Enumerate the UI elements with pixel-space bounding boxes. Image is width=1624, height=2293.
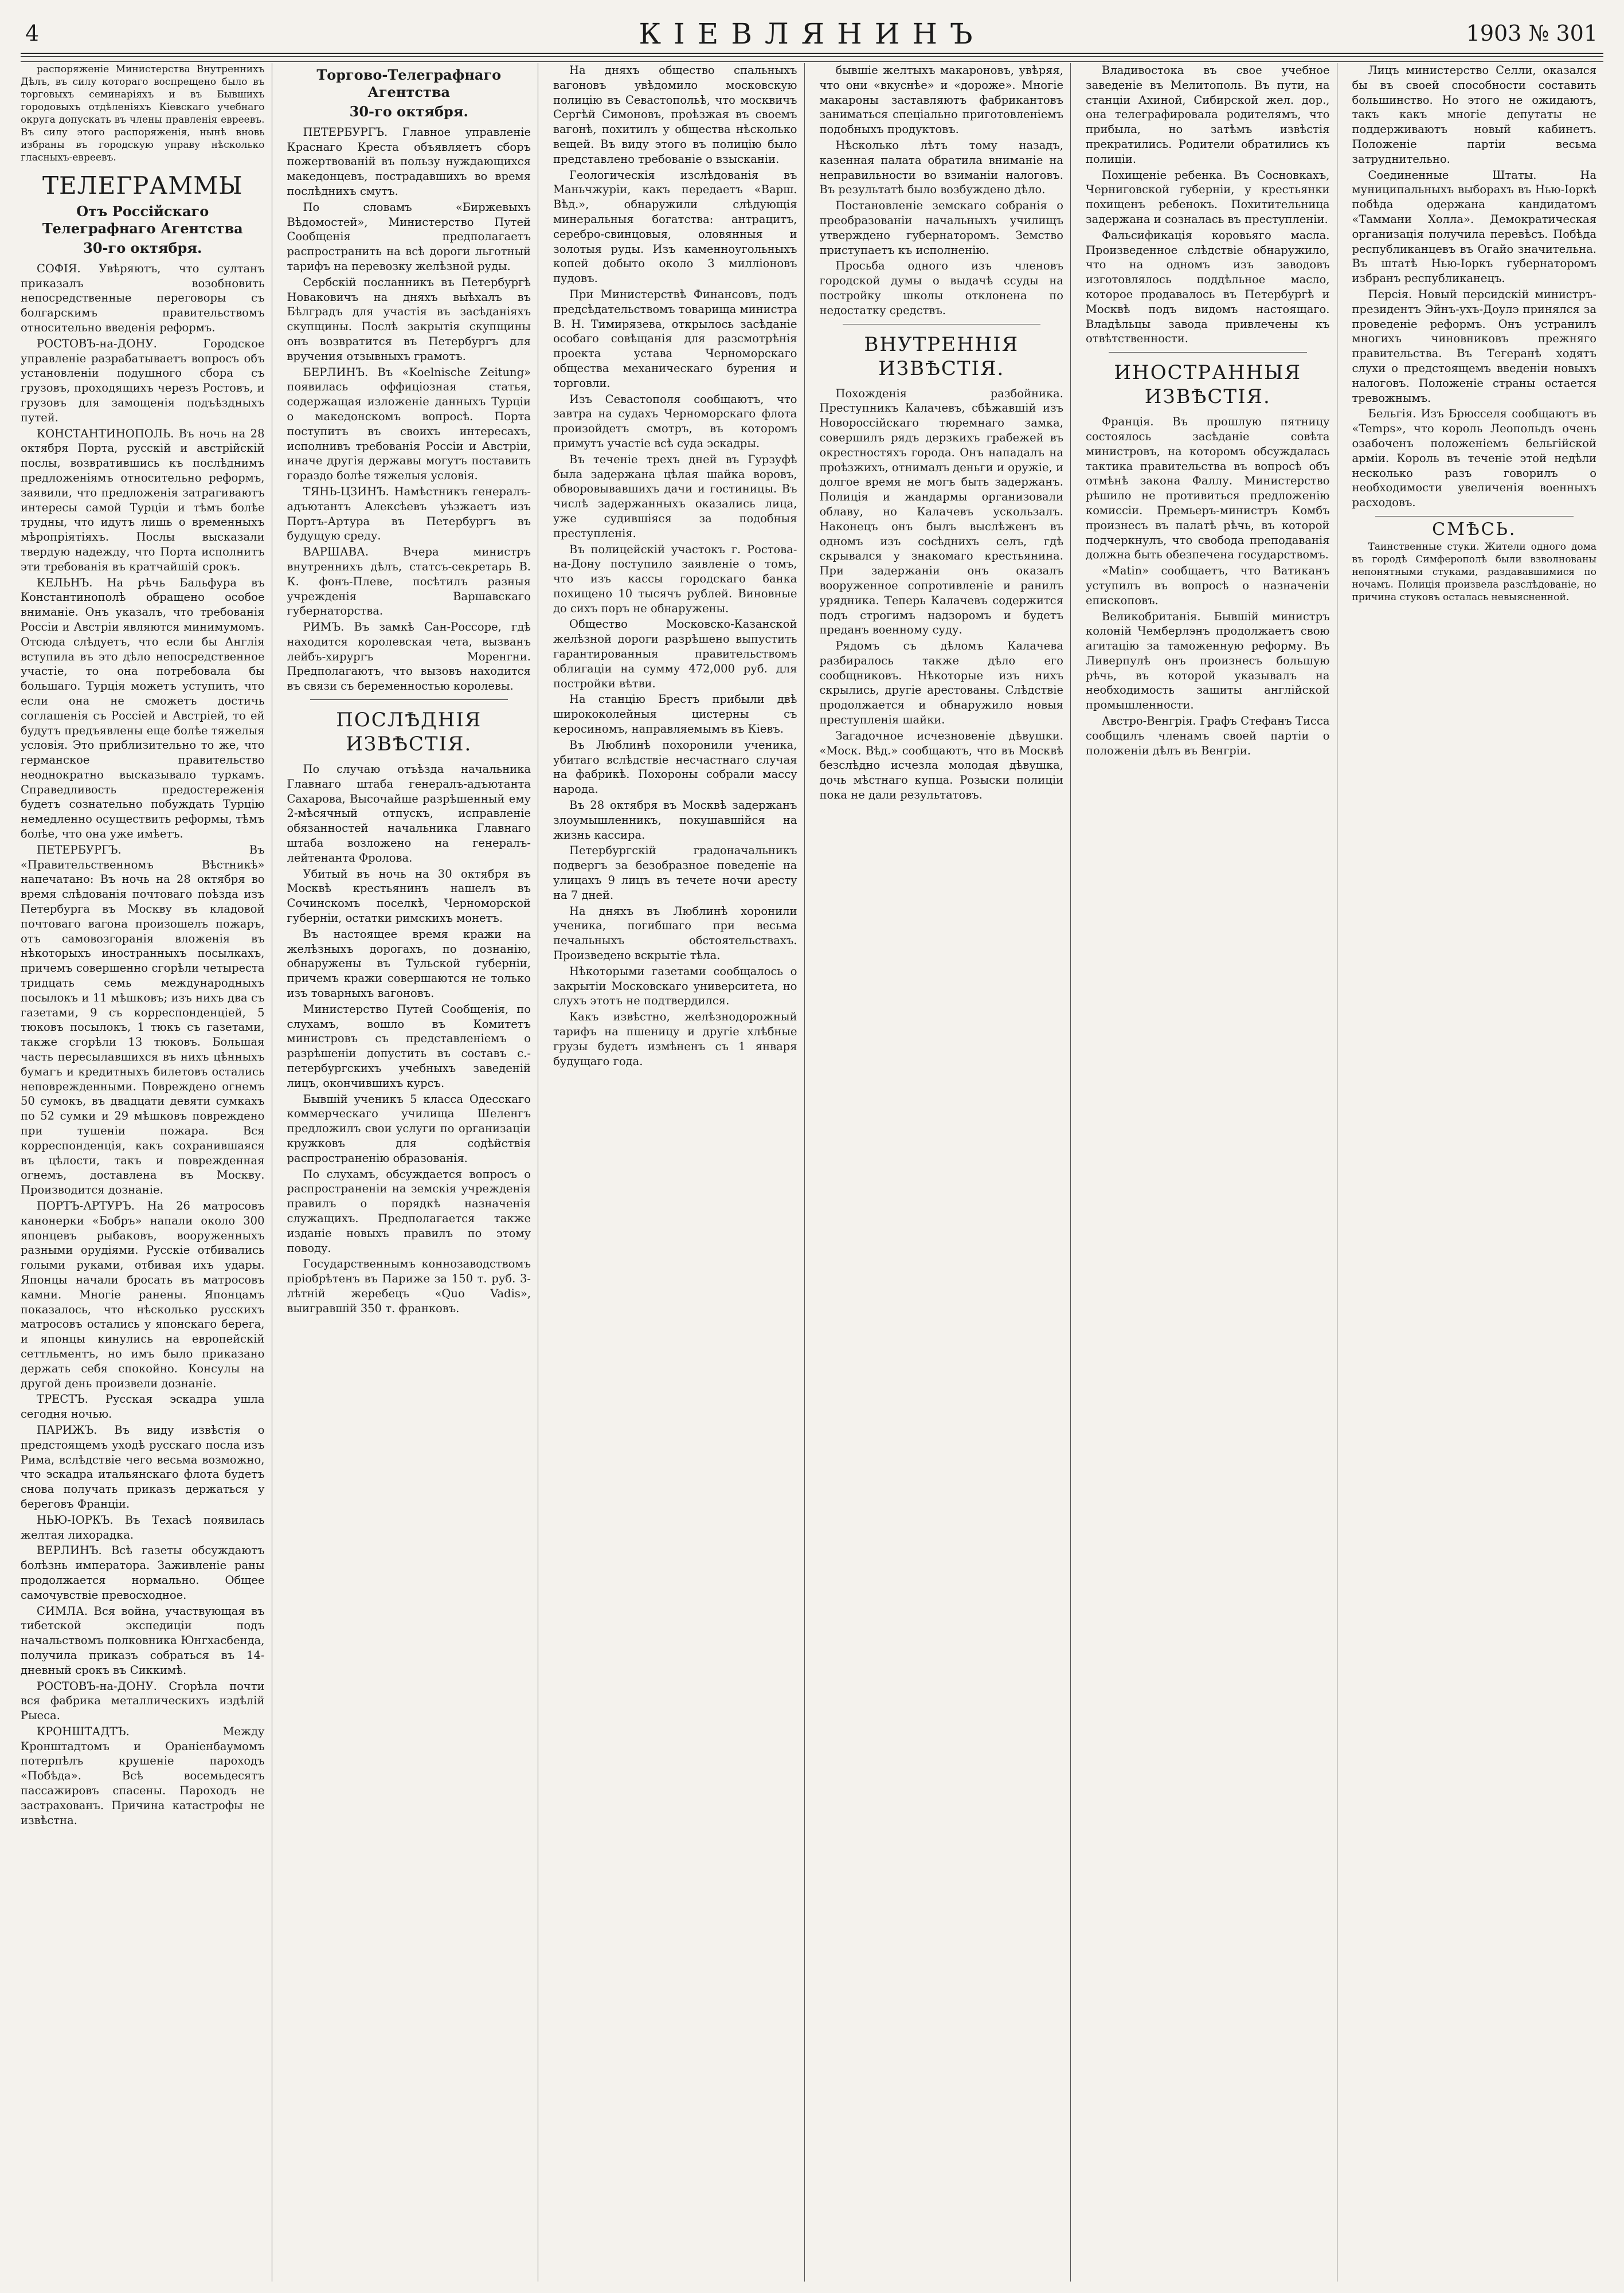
telegram-item: ТЯНЬ-ЦЗИНЪ. Намѣстникъ генералъ-адъютантъ Алексѣевъ уѣзжаетъ изъ Портъ-Артура въ Петербургъ въ будущую среду.: [287, 484, 531, 543]
news-item: Владивостока въ свое учебное заведеніе въ Мелитополь. Въ пути, на станціи Ахиной, Сибирской жел. дор., она телеграфировала родителямъ, что прибыла, но затѣмъ извѣстія прекратились. Родители обратились къ полиціи.: [1086, 64, 1330, 166]
news-item: Въ 28 октября въ Москвѣ задержанъ злоумышленникъ, покушавшійся на жизнь кассира.: [553, 799, 797, 842]
column-6: [1352, 63, 1604, 2282]
divider: [1109, 352, 1307, 353]
news-item: Похожденія разбойника. Преступникъ Калачевъ, сбѣжавшій изъ Новороссійскаго тюремнаго замка, совершилъ рядъ дерзкихъ грабежей въ окрестностяхъ города. Онъ нападалъ на проѣзжихъ, отнималъ деньги и оружіе, и долгое время не могъ быть задержанъ. Полиція и жандармы организовали облаву, но Калачевъ ускользалъ. Наконецъ онъ былъ выслѣженъ въ одномъ изъ сосѣднихъ селъ, гдѣ скрывался у знакомаго крестьянина. При задержаніи онъ оказалъ вооруженное сопротивленіе и ранилъ урядника. Теперь Калачевъ содержится подъ строгимъ надзоромъ и будетъ преданъ военному суду.: [819, 386, 1063, 637]
column-4: [820, 63, 1071, 2282]
telegram-item: РОСТОВЪ-на-ДОНУ. Городское управленіе разрабатываетъ вопросъ объ установленіи подушного сбора съ грузовъ, проходящихъ черезъ Ростовъ, и грузовъ для замощенія подъѣздныхъ путей.: [21, 336, 265, 424]
news-item: По случаю отъѣзда начальника Главнаго штаба генералъ-адъютанта Сахарова, Высочайше разрѣшенный ему 2-мѣсячный отпускъ, исправленіе обязанностей начальника Главнаго штаба возложено на генералъ-лейтенанта Фролова.: [287, 762, 531, 864]
news-item: Петербургскій градоначальникъ подвергъ за безобразное поведеніе на улицахъ 9 лицъ въ течете ночи аресту на 7 дней.: [553, 844, 797, 902]
telegram-item: РОСТОВЪ-на-ДОНУ. Сгорѣла почти вся фабрика металлическихъ издѣлій Рыеса.: [21, 1679, 265, 1723]
news-item: Великобританія. Бывшій министръ колоній Чемберлэнъ продолжаетъ свою агитацію за таможенную реформу. Въ Ливерпулѣ онъ произнесъ большую рѣчь, въ которой указывалъ на необходимость защиты англійской промышленности.: [1086, 609, 1330, 712]
news-item: Фальсификація коровьяго масла. Произведенное слѣдствіе обнаружило, что на одномъ изъ заводовъ изготовлялось поддѣльное масло, которое продавалось въ Петербургѣ и Москвѣ подъ видомъ настоящаго. Владѣльцы завода привлечены къ отвѣтственности.: [1086, 228, 1330, 346]
news-item: Въ настоящее время кражи на желѣзныхъ дорогахъ, по дознанію, обнаружены въ Тульской губерніи, причемъ кражи совершаются не только изъ товарныхъ вагоновъ.: [287, 927, 531, 1000]
news-item: Соединенные Штаты. На муниципальныхъ выборахъ въ Нью-Іоркѣ побѣда одержана кандидатомъ «Таммани Холла». Демократическая организація получила перевѣсъ. Побѣда республиканцевъ въ Огайо значительна. Въ штатѣ Нью-Іоркъ губернаторомъ избранъ республиканецъ.: [1352, 168, 1596, 285]
telegram-item: КЕЛЬНЪ. На рѣчь Бальфура въ Константинополѣ обращено особое вниманіе. Онъ указалъ, что требованія Россіи и Австріи являются минимумомъ. Отсюда слѣдуетъ, что если бы Англія вступила въ это дѣло непосредственное участіе, то она потребовала бы большаго. Турція можетъ уступить, что если она не сможетъ достичь соглашенія съ Россіей и Австріей, то ей будутъ предъявлены еще болѣе тяжелыя условія. Это приблизительно то же, что германское правительство неоднократно высказывало туркамъ. Справедливость предостереженія будетъ сознательно побуждать Турцію немедленно осуществить реформы, тѣмъ болѣе, что она уже имѣетъ.: [21, 576, 265, 841]
column-3: [553, 63, 805, 2282]
news-item: Рядомъ съ дѣломъ Калачева разбиралось также дѣло его сообщниковъ. Нѣкоторые изъ нихъ скрылись, другіе арестованы. Слѣдствіе продолжается и обнаружило новыя преступленія шайки.: [819, 639, 1063, 727]
telegram-item: СОФІЯ. Увѣряютъ, что султанъ приказалъ возобновить непосредственные переговоры съ болгарскимъ правительствомъ относительно введенія реформъ.: [21, 261, 265, 334]
masthead-rule: [21, 56, 1603, 62]
columns: [21, 63, 1603, 2282]
telegram-date: 30-го октября.: [83, 240, 202, 256]
news-item: Похищеніе ребенка. Въ Сосновкахъ, Черниговской губерніи, у крестьянки похищенъ ребенокъ. Похитительница задержана и созналась въ преступленіи.: [1086, 168, 1330, 226]
telegram-item: ПАРИЖЪ. Въ виду извѣстія о предстоящемъ уходѣ русскаго посла изъ Рима, вслѣдствіе чего весьма возможно, что эскадра итальянскаго флота будетъ снова получать приказъ держаться у береговъ Франціи.: [21, 1423, 265, 1511]
telegram-item: СИМЛА. Вся война, участвующая въ тибетской экспедиціи подъ начальствомъ полковника Юнгхасбенда, получила приказъ собраться въ 14-дневный срокъ въ Сиккимѣ.: [21, 1604, 265, 1677]
news-item: «Matin» сообщаетъ, что Ватиканъ уступилъ въ вопросѣ о назначеніи епископовъ.: [1086, 564, 1330, 607]
telegram-item: ПЕТЕРБУРГЪ. Главное управленіе Краснаго Креста объявляетъ сборъ пожертвованій въ пользу нуждающихся македонцевъ, пострадавшихъ во время послѣднихъ смутъ.: [287, 125, 531, 198]
telegram-item: По словамъ «Биржевыхъ Вѣдомостей», Министерство Путей Сообщенія предполагаетъ распространить на всѣ дороги льготный тарифъ на перевозку желѣзной руды.: [287, 200, 531, 273]
news-item: Нѣкоторыми газетами сообщалось о закрытіи Московскаго университета, но слухъ этотъ не подтвердился.: [553, 964, 797, 1008]
news-item: бывшіе желтыхъ макароновъ, увѣряя, что они «вкуснѣе» и «дороже». Многіе макароны заставляютъ фабрикантовъ заниматься спеціально приготовленіемъ подобныхъ продуктовъ.: [819, 64, 1063, 136]
news-item: Загадочное исчезновеніе дѣвушки. «Моск. Вѣд.» сообщаютъ, что въ Москвѣ безслѣдно исчезла молодая дѣвушка, дочь мѣстнаго купца. Розыски полиціи пока не дали результатовъ.: [819, 729, 1063, 802]
news-item: Какъ извѣстно, желѣзнодорожный тарифъ на пшеницу и другіе хлѣбные грузы будетъ измѣненъ съ 1 января будущаго года.: [553, 1010, 797, 1068]
news-item: По слухамъ, обсуждается вопросъ о распространеніи на земскія учрежденія правилъ о порядкѣ назначенія служащихъ. Предполагается также изданіе новыхъ правилъ по этому поводу.: [287, 1167, 531, 1255]
miscellany-heading: СМѢСЬ.: [1432, 519, 1517, 539]
intro-text: распоряженіе Министерства Внутреннихъ Дѣлъ, въ силу котораго воспрещено было въ торговыхъ семинаріяхъ и въ Бывшихъ городовыхъ отдѣленіяхъ Кіевскаго учебнаго округа допускать въ члены правленія евреевъ. Въ силу этого распоряженія, нынѣ вновь избраны въ городскую управу нѣсколько гласныхъ-евреевъ.: [21, 64, 265, 163]
column-2: [287, 63, 539, 2282]
news-item: Общество Московско-Казанской желѣзной дороги разрѣшено выпустить гарантированныя правительствомъ облигаціи на сумму 472,000 руб. для постройки вѣтви.: [553, 617, 797, 690]
news-item: Просьба одного изъ членовъ городской думы о выдачѣ ссуды на постройку школы отклонена по недостатку средствъ.: [819, 259, 1063, 317]
newspaper-title: КІЕВЛЯНИНЪ: [639, 17, 985, 50]
news-item: Бельгія. Изъ Брюсселя сообщаютъ въ «Temps», что король Леопольдъ очень озабоченъ положеніемъ бельгійской арміи. Король въ теченіе этой недѣли несколько разъ говорилъ о необходимости увеличенія военныхъ расходовъ.: [1352, 407, 1596, 510]
news-item: При Министерствѣ Финансовъ, подъ предсѣдательствомъ товарища министра В. Н. Тимирязева, открылось засѣданіе особаго совѣщанія для разсмотрѣнія проекта устава Черноморскаго общества механическаго бурения и торговли.: [553, 287, 797, 390]
foreign-news-heading: ИНОСТРАННЫЯ ИЗВѢСТІЯ.: [1114, 361, 1302, 409]
telegrams-heading: ТЕЛЕГРАММЫ: [42, 171, 243, 199]
news-item: Въ полицейскій участокъ г. Ростова-на-Дону поступило заявленіе о томъ, что изъ кассы городскаго банка похищено 10 тысячъ рублей. Виновные до сихъ поръ не обнаружены.: [553, 542, 797, 615]
news-item: Бывшій ученикъ 5 класса Одесскаго коммерческаго училища Шеленгъ предложилъ свои услуги по организаціи кружковъ для содѣйствія распространенію образованія.: [287, 1092, 531, 1165]
news-item: Персія. Новый персидскій министръ-президентъ Эйнъ-ухъ-Доулэ принялся за проведеніе реформъ. Онъ устранилъ многихъ чиновниковъ прежняго правительства. Въ Тегеранѣ ходятъ слухи о предстоящемъ введеніи новыхъ налоговъ. Положеніе страны остается тревожнымъ.: [1352, 287, 1596, 405]
telegram-list: [21, 261, 265, 1828]
column-1: [21, 63, 272, 2282]
telegram-item: БЕРЛИНЪ. Въ «Koelnische Zeitung» появилась оффиціозная статья, содержащая изложеніе данныхъ Турціи о македонскомъ вопросѣ. Порта поступитъ въ своихъ интересахъ, исполнивъ требованія Россіи и Австріи, иначе другія державы могутъ поставить гораздо болѣе тяжелыя условія.: [287, 365, 531, 483]
news-item: Убитый въ ночь на 30 октября въ Москвѣ крестьянинъ нашелъ въ Сочинскомъ поселкѣ, Черноморской губерніи, остатки римскихъ монетъ.: [287, 867, 531, 925]
news-item: Франція. Въ прошлую пятницу состоялось засѣданіе совѣта министровъ, на которомъ обсуждалась тактика правительства въ вопросѣ объ отмѣнѣ закона Фаллу. Министерство рѣшило не противиться предложенію комиссіи. Премьеръ-министръ Комбъ произнесъ въ палатѣ рѣчь, въ которой подчеркнулъ, что свобода преподаванія должна быть обезпечена государствомъ.: [1086, 415, 1330, 562]
news-item: На дняхъ въ Люблинѣ хоронили ученика, погибшаго при весьма печальныхъ обстоятельствахъ. Произведено вскрытіе тѣла.: [553, 904, 797, 962]
telegram-item: Сербскій посланникъ въ Петербургѣ Новаковичъ на дняхъ выѣхалъ въ Бѣлградъ для участія въ засѣданіяхъ скупщины. Послѣ закрытія скупщины онъ возвратится въ Петербургъ для вручения отзывныхъ грамотъ.: [287, 275, 531, 363]
masthead: [21, 17, 1603, 54]
telegram-item: РИМЪ. Въ замкѣ Сан-Россоре, гдѣ находится королевская чета, вызванъ лейбъ-хирургъ Моренгни. Предполагаютъ, что вызовъ находится въ связи съ беременностью королевы.: [287, 620, 531, 693]
telegram-item: КРОНШТАДТЪ. Между Кронштадтомъ и Ораніенбаумомъ потерпѣлъ крушеніе пароходъ «Побѣда». Всѣ восемьдесятъ пассажировъ спасены. Пароходъ не застрахованъ. Причина катастрофы не извѣстна.: [21, 1724, 265, 1827]
latest-news-heading: ПОСЛѢДНІЯ ИЗВѢСТІЯ.: [336, 709, 482, 756]
telegram-item: ПОРТЪ-АРТУРЪ. На 26 матросовъ канонерки «Бобръ» напали около 300 японцевъ рыбаковъ, вооруженныхъ разными орудіями. Русскіе отбивались голыми руками, отбивая ихъ удары. Японцы начали бросать въ матросовъ камни. Многіе ранены. Японцамъ показалось, что нѣсколько русскихъ матросовъ остались у японскаго берега, и японцы кинулись на европейскій сеттльментъ, но имъ было приказано держать себя спокойно. Консулы на другой день произвели дознаніе.: [21, 1199, 265, 1390]
telegram-item: ПЕТЕРБУРГЪ. Въ «Правительственномъ Вѣстникѣ» напечатано: Въ ночь на 28 октября во время слѣдованія почтоваго поѣзда изъ Петербурга въ Москву въ кладовой почтоваго вагона произошелъ пожаръ, отъ самовозгоранія вложенія въ нѣкоторыхъ иностранныхъ посылкахъ, причемъ совершенно сгорѣли четыреста тридцать семь международныхъ посылокъ и 11 мѣшковъ; изъ нихъ два съ газетами, 9 съ корреспонденціей, 5 тюковъ посылокъ, 1 тюкъ съ газетами, также сгорѣли 13 тюковъ. Большая часть пересылавшихся въ нихъ цѣнныхъ бумагъ и кредитныхъ билетовъ остались неповрежденными. Повреждено огнемъ 50 сумокъ, въ двадцати девяти сумкахъ по 52 сумки и 29 мѣшковъ повреждено при тушеніи пожара. Вся корреспонденція, какъ сохранившаяся въ цѣлости, такъ и поврежденная огнемъ, доставлена въ Москву. Производится дознаніе.: [21, 843, 265, 1197]
telegram-item: НЬЮ-ІОРКЪ. Въ Техасѣ появилась желтая лихорадка.: [21, 1513, 265, 1541]
news-item: Въ теченіе трехъ дней въ Гурзуфѣ была задержана цѣлая шайка воровъ, обворовывавшихъ дачи и гостиницы. Въ числѣ задержанныхъ оказались лица, уже судившіяся за подобныя преступленія.: [553, 452, 797, 540]
news-item: Государственнымъ коннозаводствомъ пріобрѣтенъ въ Париже за 150 т. руб. 3-лѣтній жеребецъ «Quo Vadis», выигравшій 350 т. франковъ.: [287, 1257, 531, 1315]
telegram-item: ВЕРЛИНЪ. Всѣ газеты обсуждаютъ болѣзнь императора. Заживленіе раны продолжается нормально. Общее самочувствіе превосходное.: [21, 1544, 265, 1602]
news-item: Въ Люблинѣ похоронили ученика, убитаго вслѣдствіе несчастнаго случая на фабрикѣ. Похороны собрали массу народа.: [553, 738, 797, 796]
issue-number: 1903 № 301: [1466, 21, 1598, 46]
telegram-item: ТРЕСТЪ. Русская эскадра ушла сегодня ночью.: [21, 1392, 265, 1421]
news-item: На дняхъ общество спальныхъ вагоновъ увѣдомило московскую полицію въ Севастопольѣ, что москвичъ Сергѣй Симоновъ, проѣзжая въ своемъ вагонѣ, похитилъ у общества нѣсколько вещей. Въ виду этого въ полицію было представлено требованіе о взысканіи.: [553, 64, 797, 166]
news-item: Нѣсколько лѣтъ тому назадъ, казенная палата обратила вниманіе на неправильности во взиманіи налоговъ. Въ результатѣ было возбуждено дѣло.: [819, 138, 1063, 197]
news-item: Австро-Венгрія. Графъ Стефанъ Тисса сообщилъ членамъ своей партіи о положеніи дѣлъ въ Венгріи.: [1086, 714, 1330, 757]
trade-agency-heading: Торгово-Телеграфнаго Агентства: [316, 66, 502, 100]
news-item: Лицъ министерство Селли, оказался бы въ своей способности составить большинство. Но этого не ожидаютъ, такъ какъ многіе депутаты не поддерживаютъ новый кабинетъ. Положеніе партіи весьма затруднительно.: [1352, 64, 1596, 166]
news-item: Изъ Севастополя сообщаютъ, что завтра на судахъ Черноморскаго флота произойдетъ смотръ, въ которомъ примутъ участіе всѣ суда эскадры.: [553, 392, 797, 450]
news-item: Таинственные стуки. Жители одного дома въ городѣ Симферополѣ были взволнованы непонятными стуками, раздававшимися по ночамъ. Полиція произвела разслѣдованіе, но причина стуковъ осталась невыясненной.: [1352, 541, 1596, 603]
news-item: Постановленіе земскаго собранія о преобразованіи начальныхъ училищъ утверждено губернаторомъ. Земство приступаетъ къ исполненію.: [819, 199, 1063, 257]
page-number: 4: [25, 21, 40, 46]
telegram-item: ВАРШАВА. Вчера министръ внутреннихъ дѣлъ, статсъ-секретарь В. К. фонъ-Плеве, посѣтилъ разныя учрежденія Варшавскаго губернаторства.: [287, 545, 531, 618]
news-item: На станцію Брестъ прибыли двѣ ширококолейныя цистерны съ керосиномъ, направляемымъ въ Кіевъ.: [553, 692, 797, 736]
domestic-news-heading: ВНУТРЕННІЯ ИЗВѢСТІЯ.: [864, 332, 1019, 380]
column-5: [1086, 63, 1337, 2282]
news-item: Министерство Путей Сообщенія, по слухамъ, вошло въ Комитетъ министровъ съ представленіемъ о разрѣшеніи допустить въ составъ с.-петербургскихъ учебныхъ заведеній лицъ, окончившихъ курсъ.: [287, 1002, 531, 1090]
telegram-item: КОНСТАНТИНОПОЛЬ. Въ ночь на 28 октября Порта, русскій и австрійскій послы, возвратившись къ послѣднимъ предложеніямъ относительно реформъ, заявили, что предложенія затрагиваютъ интересы самой Турціи и тѣмъ болѣе трудны, что идутъ лишь о временныхъ мѣропріятіяхъ. Послы высказали твердую надежду, что Порта исполнитъ эти требованія въ кратчайшій срокъ.: [21, 426, 265, 573]
divider: [310, 699, 508, 700]
news-item: Геологическія изслѣдованія въ Маньчжуріи, какъ передаетъ «Варш. Вѣд.», обнаружили слѣдующія минеральныя богатства: антрацитъ, серебро-свинцовыя, оловянныя и золотыя руды. Изъ каменноугольныхъ копей добыто около 3 милліоновъ пудовъ.: [553, 168, 797, 285]
trade-agency-date: 30-го октября.: [349, 103, 468, 120]
agency-subheading: Отъ Россійскаго Телеграфнаго Агентства: [42, 203, 243, 237]
